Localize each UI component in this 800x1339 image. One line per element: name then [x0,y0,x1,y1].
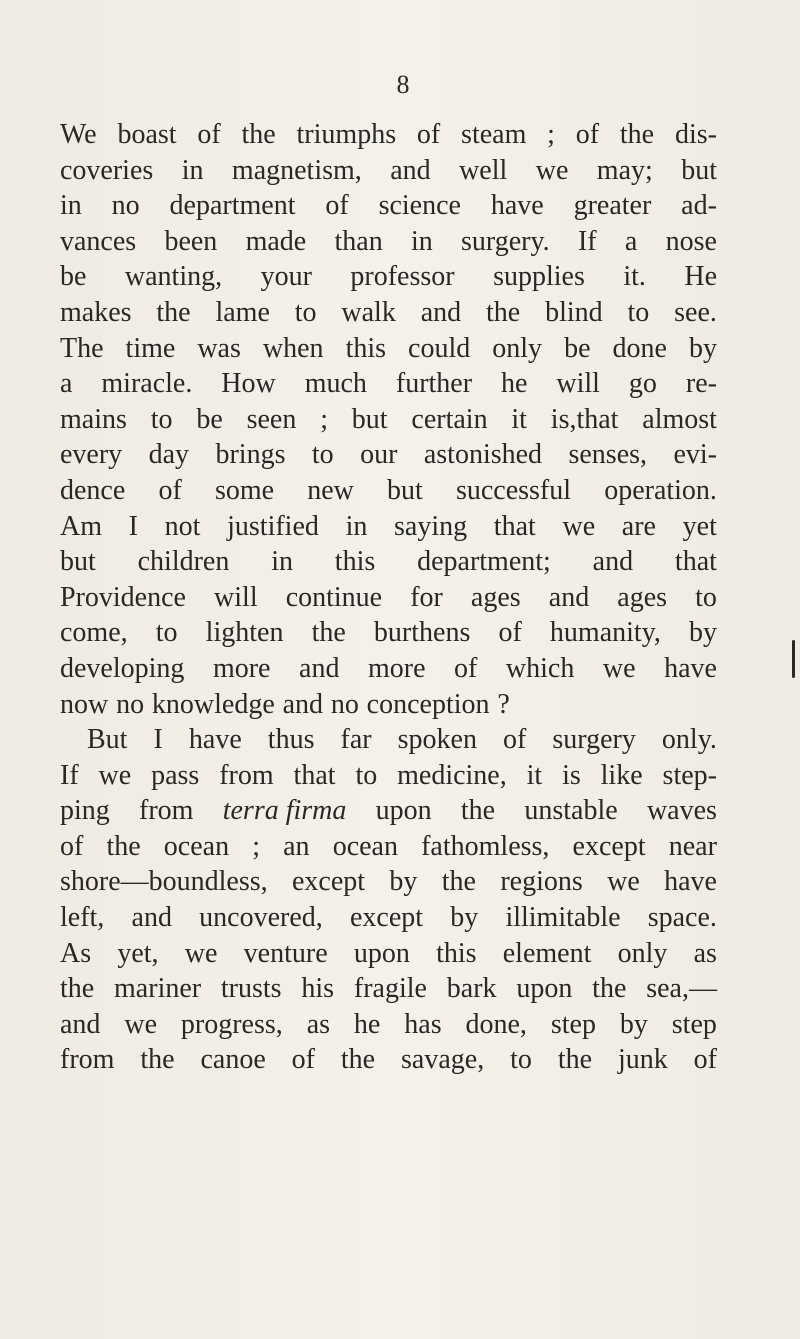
word: see. [674,296,717,328]
word: ; [547,119,555,150]
word: to [155,617,178,649]
word: the [441,866,476,898]
word: junk [617,1044,668,1076]
word: canoe [200,1044,266,1076]
text-line [60,473,717,509]
word: some [214,474,275,506]
word: blind [545,296,603,328]
word: bark [446,973,497,1005]
word: which [505,652,575,684]
text-line [60,580,717,616]
text-line [60,295,717,331]
word: We [60,119,97,150]
word: spoken [397,724,477,756]
word: unstable [524,795,618,827]
word: to [695,581,717,613]
word: from [139,795,194,827]
text-line [60,188,717,224]
word: and [390,154,431,186]
text-line [60,900,717,936]
word: was [197,332,241,364]
word: of [60,830,84,862]
word: almost [642,403,717,435]
word: mains [60,403,127,435]
word: surgery [552,724,636,756]
word: pass [151,759,200,791]
word: ocean [332,830,398,862]
word: by [689,617,717,649]
word: only. [661,724,717,756]
word: the [592,973,627,1005]
word: medicine, [397,759,507,791]
text-line [60,1007,717,1043]
word: like [600,759,643,791]
word: saying [394,510,468,542]
word: the [241,119,276,150]
word: element [502,937,592,969]
word: ocean [163,830,230,862]
word: by [619,1008,648,1040]
text-line [60,758,717,794]
word: knowledge [151,688,275,720]
word: except [572,830,646,862]
word: If [577,225,597,257]
word: wanting, [124,261,223,293]
text-line [60,224,717,260]
word: will [214,581,258,613]
text-line [60,153,717,189]
word: for [410,581,443,613]
word: senses, [568,439,648,471]
word: operation. [604,474,717,506]
text-line [60,936,717,972]
word: in [181,154,204,186]
word: new [307,474,354,506]
word: the [311,617,346,649]
word: come, [60,617,128,649]
word: ; [252,830,260,862]
word: I [153,724,163,756]
word: to [627,296,650,328]
word: The [60,332,104,364]
word: walk [341,296,396,328]
word: uncovered, [199,902,323,934]
word: it [526,759,543,791]
word: ad- [681,190,717,222]
word: have [664,652,717,684]
word: the [140,1044,175,1076]
word: professor [350,261,455,293]
word: in [410,225,433,257]
text-line [60,437,717,473]
word: ; [320,403,328,435]
word: upon [516,973,573,1005]
word: to [294,296,317,328]
word: illimitable [505,902,621,934]
word: evi- [673,439,717,471]
word: to [311,439,334,471]
word: and [282,688,324,720]
word: not [164,510,201,542]
word: except [349,902,424,934]
word: step- [662,759,717,791]
word: ages [470,581,521,613]
word: from [219,759,274,791]
word: Providence [60,581,186,613]
word: he [501,368,528,400]
word: vances [60,225,137,257]
text-line [60,117,717,153]
word: yet [682,510,717,542]
word: I [128,510,138,542]
word: brings [215,439,286,471]
word: of [503,724,527,756]
word: savage, [401,1044,485,1076]
word: only [492,332,543,364]
word: this [345,332,387,364]
word: and [131,902,172,934]
word: He [684,261,717,293]
word: How [221,368,276,400]
word: as [693,937,717,969]
word: the [60,973,95,1005]
text-line [60,793,717,829]
word: a [60,368,73,400]
word: it [511,403,527,435]
word: and [60,1008,101,1040]
word: but [681,154,717,186]
word: humanity, [549,617,661,649]
word: regions [500,866,583,898]
word: continue [285,581,383,613]
word: now [60,688,109,720]
word: time [125,332,176,364]
word: yet, [117,937,159,969]
text-line [60,615,717,651]
word: this [334,546,376,578]
word: thus [267,724,315,756]
word: and [548,581,590,613]
word: fathomless, [421,830,550,862]
word: upon [375,795,432,827]
word: every [60,439,123,471]
word: the [106,830,141,862]
word: boast [117,119,177,150]
word: have [490,190,544,222]
word: day [148,439,190,471]
text-line [60,402,717,438]
word: the [557,1044,593,1076]
text-line [60,544,717,580]
word: of [416,119,441,150]
word: of [158,474,182,506]
page-number: 8 [396,70,410,99]
word: has [404,1008,442,1040]
word: no [116,688,145,720]
word: of [693,1044,717,1076]
word: certain [411,403,488,435]
word: trusts [220,973,282,1005]
word: more [212,652,271,684]
word: have [188,724,242,756]
word: venture [243,937,328,969]
word: of [325,190,349,222]
word: is [562,759,581,791]
word: steam [461,119,527,150]
word: re- [685,368,717,400]
word: much [304,368,367,400]
word: science [378,190,461,222]
word: conception [366,688,490,720]
word: coveries [60,154,154,186]
word: from [60,1044,115,1076]
word: no [330,688,359,720]
italic-word: terra firma [222,795,347,827]
word: made [245,225,307,257]
word: we [98,759,132,791]
word: surgery. [461,225,550,257]
word: lighten [205,617,284,649]
word: near [668,830,717,862]
word: fragile [353,973,427,1005]
word: miracle. [101,368,193,400]
word: mariner [114,973,202,1005]
word: department [169,190,296,222]
word: than [334,225,383,257]
word: but [60,546,96,578]
text-line [60,651,717,687]
word: to [150,403,173,435]
word: ages [617,581,668,613]
word: of [498,617,522,649]
word: he [353,1008,381,1040]
word: greater [573,190,652,222]
word: successful [455,474,572,506]
word: by [688,332,717,364]
word: we [535,154,569,186]
word: step [550,1008,596,1040]
word: As [60,937,92,969]
text-line [60,331,717,367]
word: well [459,154,508,186]
text-line [60,971,717,1007]
word: we [602,652,636,684]
word: a [624,225,638,257]
word: by [389,866,418,898]
word: of [575,119,600,150]
word: left, [60,902,105,934]
word: and [420,296,462,328]
word: triumphs [296,119,397,150]
word: be [60,261,87,293]
text-line [60,509,717,545]
word: of [454,652,478,684]
text-line [60,1042,717,1078]
word: the [485,296,521,328]
word: of [291,1044,315,1076]
word: justified [227,510,319,542]
word: his [301,973,335,1005]
word: we [184,937,218,969]
word: dis- [674,119,717,150]
word: dence [60,474,126,506]
word: could [408,332,471,364]
word: progress, [180,1008,283,1040]
word: of [197,119,221,150]
word: we [124,1008,157,1040]
word: by [450,902,479,934]
word: our [360,439,398,471]
word: no [111,190,140,222]
word: an [283,830,310,862]
word: shore—boundless, [60,866,268,898]
word: lame [215,296,270,328]
word: have [664,866,717,898]
word: we [562,510,596,542]
text-line [60,366,717,402]
word: But [87,724,128,756]
word: to [355,759,378,791]
text-line [60,829,717,865]
word: department; [417,546,551,578]
word: are [621,510,656,542]
word: ? [497,688,510,720]
word: burthens [373,617,471,649]
word: be [564,332,591,364]
word: magnetism, [231,154,362,186]
word: astonished [423,439,543,471]
word: to [510,1044,532,1076]
word: and [592,546,634,578]
word: except [292,866,366,898]
body-text [60,117,717,1078]
word: that [293,759,336,791]
word: but [351,403,388,435]
word: seen [246,403,297,435]
word: supplies [493,261,585,293]
word: only [617,937,668,969]
word: go [628,368,657,400]
word: the [460,795,496,827]
word: it. [623,261,646,293]
word: that [493,510,536,542]
word: may; [596,154,653,186]
word: this [436,937,477,969]
word: the [619,119,655,150]
word: is,that [550,403,619,435]
word: and [299,652,340,684]
word: ping [60,795,110,827]
text-line [60,687,717,723]
word: your [260,261,312,293]
word: nose [665,225,717,257]
word: been [164,225,218,257]
word: further [395,368,473,400]
word: when [262,332,324,364]
word: as [306,1008,331,1040]
word: the [340,1044,376,1076]
word: sea,— [646,973,717,1005]
word: done, [465,1008,527,1040]
word: but [387,474,423,506]
word: done [612,332,667,364]
word: waves [646,795,717,827]
margin-ink-mark [792,640,795,678]
word: step [671,1008,717,1040]
word: we [607,866,640,898]
word: the [156,296,191,328]
word: in [60,190,82,222]
word: space. [647,902,717,934]
text-line [60,722,717,758]
word: be [196,403,223,435]
word: developing [60,652,185,684]
word: Am [60,510,102,542]
word: If [60,759,79,791]
word: in [345,510,368,542]
word: far [340,724,372,756]
text-line [60,259,717,295]
word: in [271,546,293,578]
word: that [674,546,717,578]
word: makes [60,296,132,328]
word: will [556,368,600,400]
text-line [60,864,717,900]
word: more [367,652,426,684]
word: upon [353,937,410,969]
word: children [137,546,230,578]
